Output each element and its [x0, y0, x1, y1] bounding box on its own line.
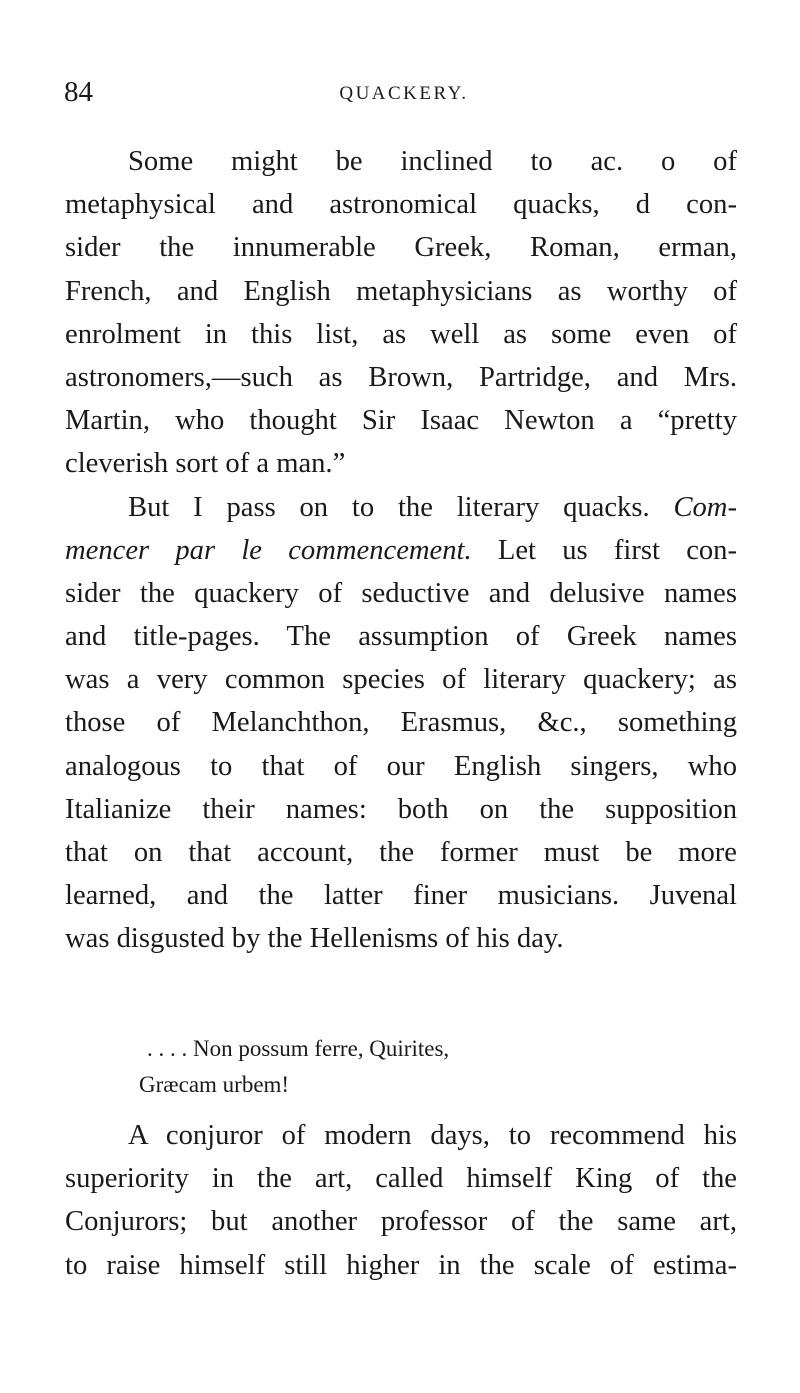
text-line: Some might be inclined to ac. o of [128, 146, 737, 177]
text-line: metaphysical and astronomical quacks, d con- [65, 189, 737, 221]
text-line: those of Melanchthon, Erasmus, &c., something [65, 707, 737, 739]
text-line: astronomers,—such as Brown, Partridge, and Mrs. [65, 361, 737, 393]
text-line: learned, and the latter finer musicians. Juvenal [65, 880, 737, 912]
text-line: was disgusted by the Hellenisms of his day. [65, 923, 564, 955]
text-line: Italianize their names: both on the supposition [65, 793, 737, 825]
latin-quotation [65, 1031, 737, 1103]
text-line: analogous to that of our English singers, who [65, 750, 737, 782]
page-body [65, 140, 737, 1281]
running-title: QUACKERY. [339, 83, 469, 104]
text-line: that on that account, the former must be more [65, 837, 737, 868]
text-line: sider the innumerable Greek, Roman, erman, [65, 232, 737, 264]
text-line: French, and English metaphysicians as worthy of [65, 275, 737, 307]
page-header [64, 76, 744, 116]
text-line [65, 529, 737, 572]
quote-line: . . . . Non possum ferre, Quirites, [147, 1036, 450, 1061]
text-line: Conjurors; but another professor of the same art, [65, 1206, 737, 1238]
text-line: cleverish sort of a man.” [65, 448, 346, 480]
paragraph-1 [65, 140, 737, 486]
text-line: Martin, who thought Sir Isaac Newton a “pretty [65, 405, 737, 437]
text-line [65, 486, 737, 529]
paragraph-2 [65, 486, 737, 961]
quote-line: Græcam urbem! [139, 1072, 290, 1097]
italic-phrase: mencer par le commencement. [65, 534, 472, 566]
text-span: But I pass on to the literary quacks. [128, 491, 650, 523]
text-line: A conjuror of modern days, to recommend his [128, 1120, 737, 1151]
text-line: and title-pages. The assumption of Greek names [65, 621, 737, 653]
text-span: Let us first con- [497, 534, 737, 566]
text-line: to raise himself still higher in the scale of estima- [65, 1249, 737, 1281]
text-line: was a very common species of literary quackery; as [65, 664, 737, 696]
page-number: 84 [64, 76, 93, 108]
text-line: enrolment in this list, as well as some even of [65, 318, 737, 350]
text-line: superiority in the art, called himself King of the [65, 1163, 737, 1195]
paragraph-3 [65, 1114, 737, 1287]
italic-phrase: Com- [673, 491, 737, 523]
text-line: sider the quackery of seductive and delusive names [65, 577, 737, 609]
